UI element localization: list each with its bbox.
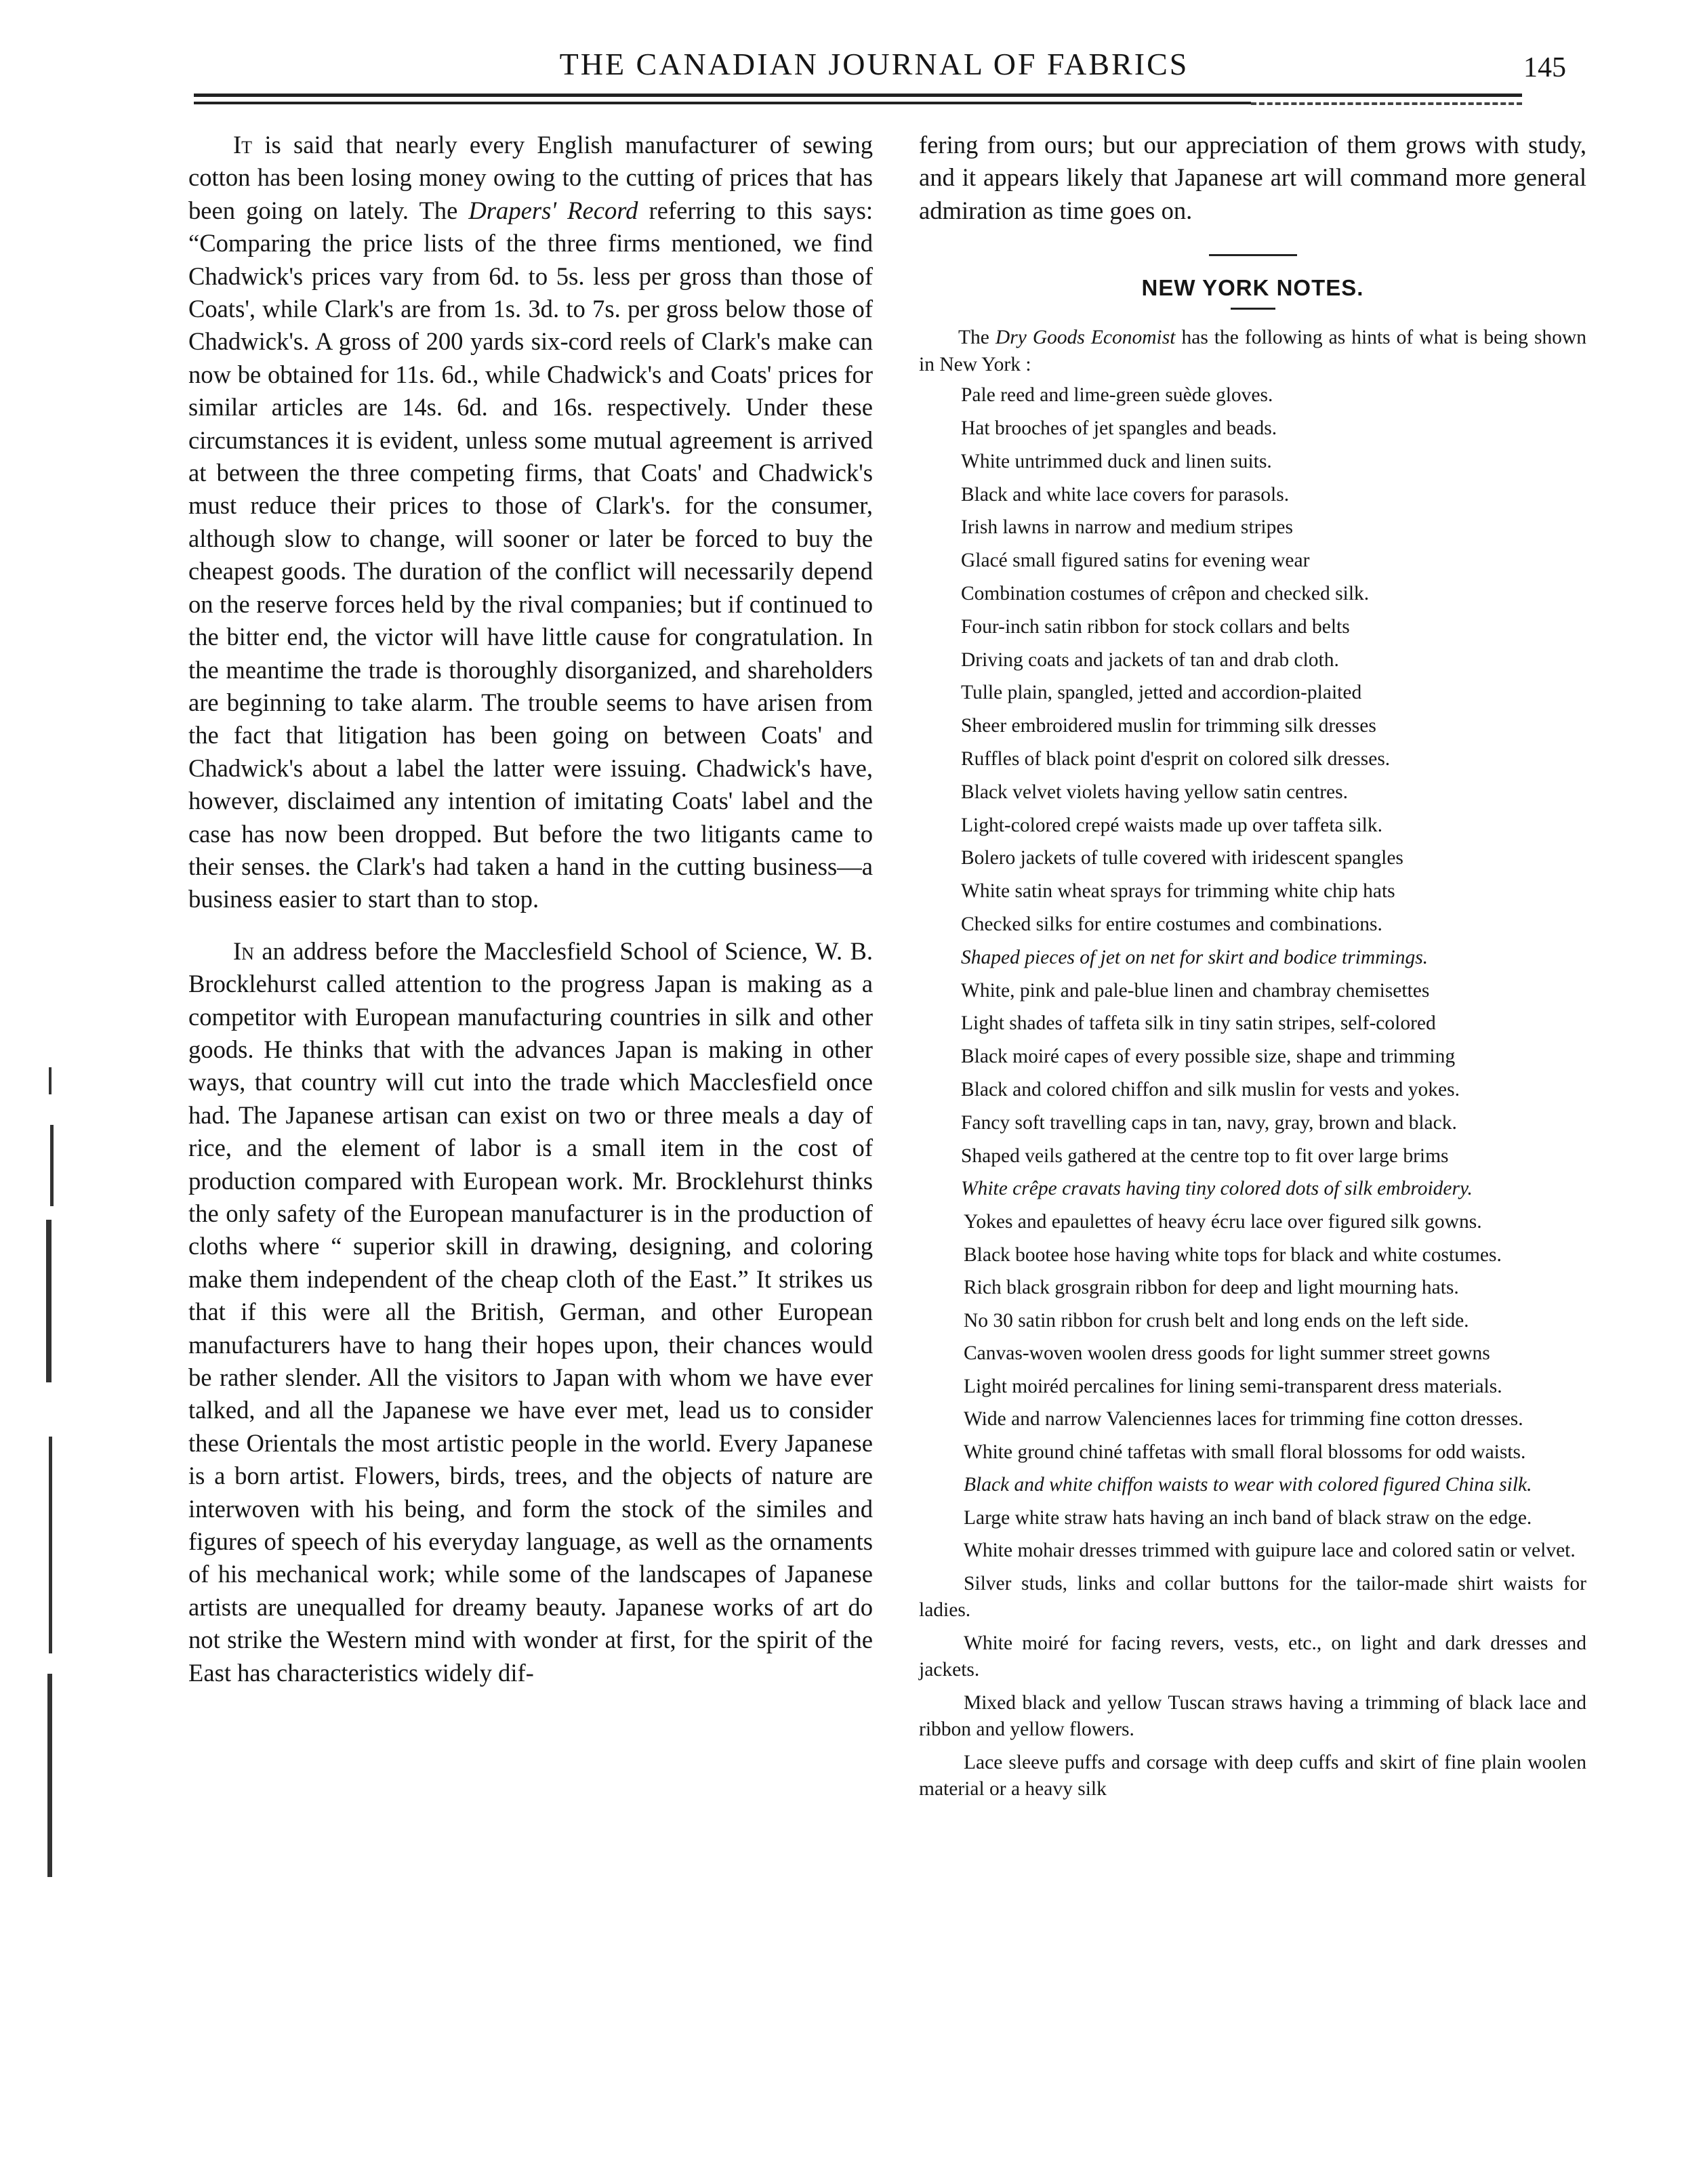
list-item: Light-colored crepé waists made up over taffeta silk. xyxy=(961,814,1383,836)
list-item: Pale reed and lime-green suède gloves. xyxy=(961,384,1273,407)
list-item: No 30 satin ribbon for crush belt and long ends on the left side. xyxy=(964,1309,1469,1332)
section-divider xyxy=(1209,254,1297,256)
list-item: White crêpe cravats having tiny colored dots of silk embroidery. xyxy=(961,1178,1473,1200)
list-item: Four-inch satin ribbon for stock collars and belts xyxy=(961,615,1350,638)
binding-mark xyxy=(49,1067,52,1094)
running-header-title: THE CANADIAN JOURNAL OF FABRICS xyxy=(559,47,1189,81)
list-item: Light moiréd percalines for lining semi-transparent dress materials. xyxy=(964,1375,1502,1397)
list-item: Silver studs, links and collar buttons for the tailor-made shirt waists for ladies. xyxy=(919,1572,1586,1622)
left-column xyxy=(188,129,873,1708)
list-item: Black and colored chiffon and silk muslin for vests and yokes. xyxy=(961,1078,1460,1100)
list-item: Checked silks for entire costumes and combinations. xyxy=(961,913,1382,935)
paragraph-dropcap: In xyxy=(233,936,254,965)
header-rule-top xyxy=(194,94,1522,97)
right-column xyxy=(919,129,1586,1809)
list-item: White moiré for facing revers, vests, etc., on light and dark dresses and jackets. xyxy=(919,1632,1586,1681)
publication-title: Dry Goods Economist xyxy=(995,327,1176,349)
list-item: Irish lawns in narrow and medium stripes xyxy=(961,516,1293,539)
binding-mark xyxy=(47,1674,52,1877)
list-item: Hat brooches of jet spangles and beads. xyxy=(961,417,1277,440)
section-heading: NEW YORK NOTES. xyxy=(1141,275,1364,301)
list-item: White ground chiné taffetas with small floral blossoms for odd waists. xyxy=(964,1441,1526,1463)
list-item: Black bootee hose having white tops for black and white costumes. xyxy=(964,1243,1502,1266)
heading-underline xyxy=(1231,308,1275,310)
list-item: Large white straw hats having an inch band of black straw on the edge. xyxy=(964,1506,1532,1529)
list-item: Mixed black and yellow Tuscan straws having a trimming of black lace and ribbon and yellow flowers. xyxy=(919,1691,1586,1741)
list-item: Black moiré capes of every possible size, shape and trimming xyxy=(961,1046,1456,1068)
list-item: Shaped pieces of jet on net for skirt and bodice trimmings. xyxy=(961,946,1429,968)
list-item: Ruffles of black point d'esprit on colored silk dresses. xyxy=(961,747,1391,770)
list-item: Black and white chiffon waists to wear with colored figured China silk. xyxy=(964,1474,1532,1496)
binding-mark xyxy=(49,1437,52,1653)
list-item: Bolero jackets of tulle covered with iridescent spangles xyxy=(961,847,1403,869)
new-york-notes-intro xyxy=(919,325,1586,378)
paragraph-text: is said that nearly every English manufacturer of sewing cotton has been losing money owing to the cutting of prices that has been going on lately. The xyxy=(188,131,873,224)
list-item: Black and white lace covers for parasols. xyxy=(961,483,1290,506)
list-item: White satin wheat sprays for trimming white chip hats xyxy=(961,880,1395,903)
paragraph-text: an address before the Macclesfield School of Science, W. B. Brocklehurst called attention to the progress Japan is making as a competitor with European manufacturing countries in silk and other goods. He thinks that with the advances Japan is making in other ways, that country will cut into the trade which Macclesfield once had. The Japanese artisan can exist on two or three meals a day of rice, and the element of labor is a small item in the cost of production compared with European work. Mr. Brocklehurst thinks the only safety of the European manufacturer is in the production of cloths where “ superior skill in drawing, designing, and coloring make them independent of the cheap cloth of the East.” It strikes us that if this were all the British, German, and other European manufacturers have to hang their hopes upon, their chances would be rather slender. All the visitors to Japan with whom we have ever talked, and all the Japanese we have ever met, lead us to consider these Orientals the most artistic people in the world. Every Japanese is a born artist. Flowers, birds, trees, and the objects of nature are interwoven with his being, and form the stock of the similes and figures of speech of his everyday language, as well as the ornaments of his mechanical work; while some of the landscapes of Japanese artists are unequalled for dreamy beauty. Japanese works of art do not strike the Western mind with wonder at first, for the spirit of the East has characteristics widely dif- xyxy=(188,936,873,1687)
list-item: Black velvet violets having yellow satin centres. xyxy=(961,781,1349,803)
list-item: Tulle plain, spangled, jetted and accordion-plaited xyxy=(961,682,1362,704)
list-item: Shaped veils gathered at the centre top to fit over large brims xyxy=(961,1145,1449,1167)
list-item: Lace sleeve puffs and corsage with deep cuffs and skirt of fine plain woolen material or a heavy silk xyxy=(919,1751,1586,1800)
list-item: Light shades of taffeta silk in tiny satin stripes, self-colored xyxy=(961,1012,1436,1035)
list-item: Canvas-woven woolen dress goods for light summer street gowns xyxy=(964,1342,1490,1365)
binding-mark xyxy=(50,1125,54,1206)
list-item: Glacé small figured satins for evening wear xyxy=(961,550,1310,572)
list-item: Fancy soft travelling caps in tan, navy, gray, brown and black. xyxy=(961,1111,1457,1134)
list-item: Yokes and epaulettes of heavy écru lace over figured silk gowns. xyxy=(964,1211,1482,1233)
list-item: White, pink and pale-blue linen and chambray chemisettes xyxy=(961,979,1430,1002)
header-rule-bottom xyxy=(194,102,1251,104)
paragraph-text: referring to this says: “Comparing the price lists of the three firms mentioned, we find Chadwick's prices vary from 6d. to 5s. less per gross than those of Coats', while Clark's are from 1s. 3d. to 7s. per gross below those of Chadwick's. A gross of 200 yards six-cord reels of Clark's make can now be obtained for 11s. 6d., while Chadwick's and Coats' prices for similar articles are 14s. 6d. and 16s. respectively. Under these circumstances it is evident, unless some mutual agreement is arrived at between the three competing firms, that Coats' and Chadwick's must reduce their prices to those of Clark's. for the consumer, although slow to change, will sooner or later be forced to buy the cheapest goods. The duration of the conflict will necessarily depend on the reserve forces held by the rival companies; but if continued to the bitter end, the victor will have little cause for congratulation. In the meantime the trade is thoroughly disorganized, and shareholders are beginning to take alarm. The trouble seems to have arisen from the fact that litigation has been going on between Coats' and Chadwick's about a label the latter were issuing. Chadwick's have, however, disclaimed any intention of imitating Coats' label and the case has now been dropped. But before the two litigants came to their senses. the Clark's had taken a hand in the cutting business—a business easier to start than to stop. xyxy=(188,196,874,913)
list-item: White mohair dresses trimmed with guipure lace and colored satin or velvet. xyxy=(964,1540,1576,1562)
header-rule-broken xyxy=(1251,102,1522,105)
list-item: Driving coats and jackets of tan and drab cloth. xyxy=(961,648,1339,671)
publication-title: Drapers' Record xyxy=(468,196,638,224)
article-paragraph-sewing-cotton xyxy=(188,129,873,916)
article-continuation: fering from ours; but our appreciation of them grows with study, and it appears likely that Japanese art will command more general admiration as time goes on. xyxy=(919,131,1586,224)
list-item: Combination costumes of crêpon and checked silk. xyxy=(961,583,1370,604)
new-york-notes-list xyxy=(919,382,1586,1802)
list-item: Wide and narrow Valenciennes laces for trimming fine cotton dresses. xyxy=(964,1408,1523,1430)
binding-mark xyxy=(46,1220,52,1382)
page-number: 145 xyxy=(1523,52,1566,83)
intro-text: has the following as hints of what is being shown in New York : xyxy=(919,327,1586,375)
article-paragraph-japan xyxy=(188,935,873,1689)
list-item: White untrimmed duck and linen suits. xyxy=(961,450,1272,472)
intro-text: The xyxy=(958,327,996,349)
paragraph-dropcap: It xyxy=(233,131,253,159)
list-item: Rich black grosgrain ribbon for deep and light mourning hats. xyxy=(964,1277,1459,1299)
list-item: Sheer embroidered muslin for trimming silk dresses xyxy=(961,715,1376,737)
